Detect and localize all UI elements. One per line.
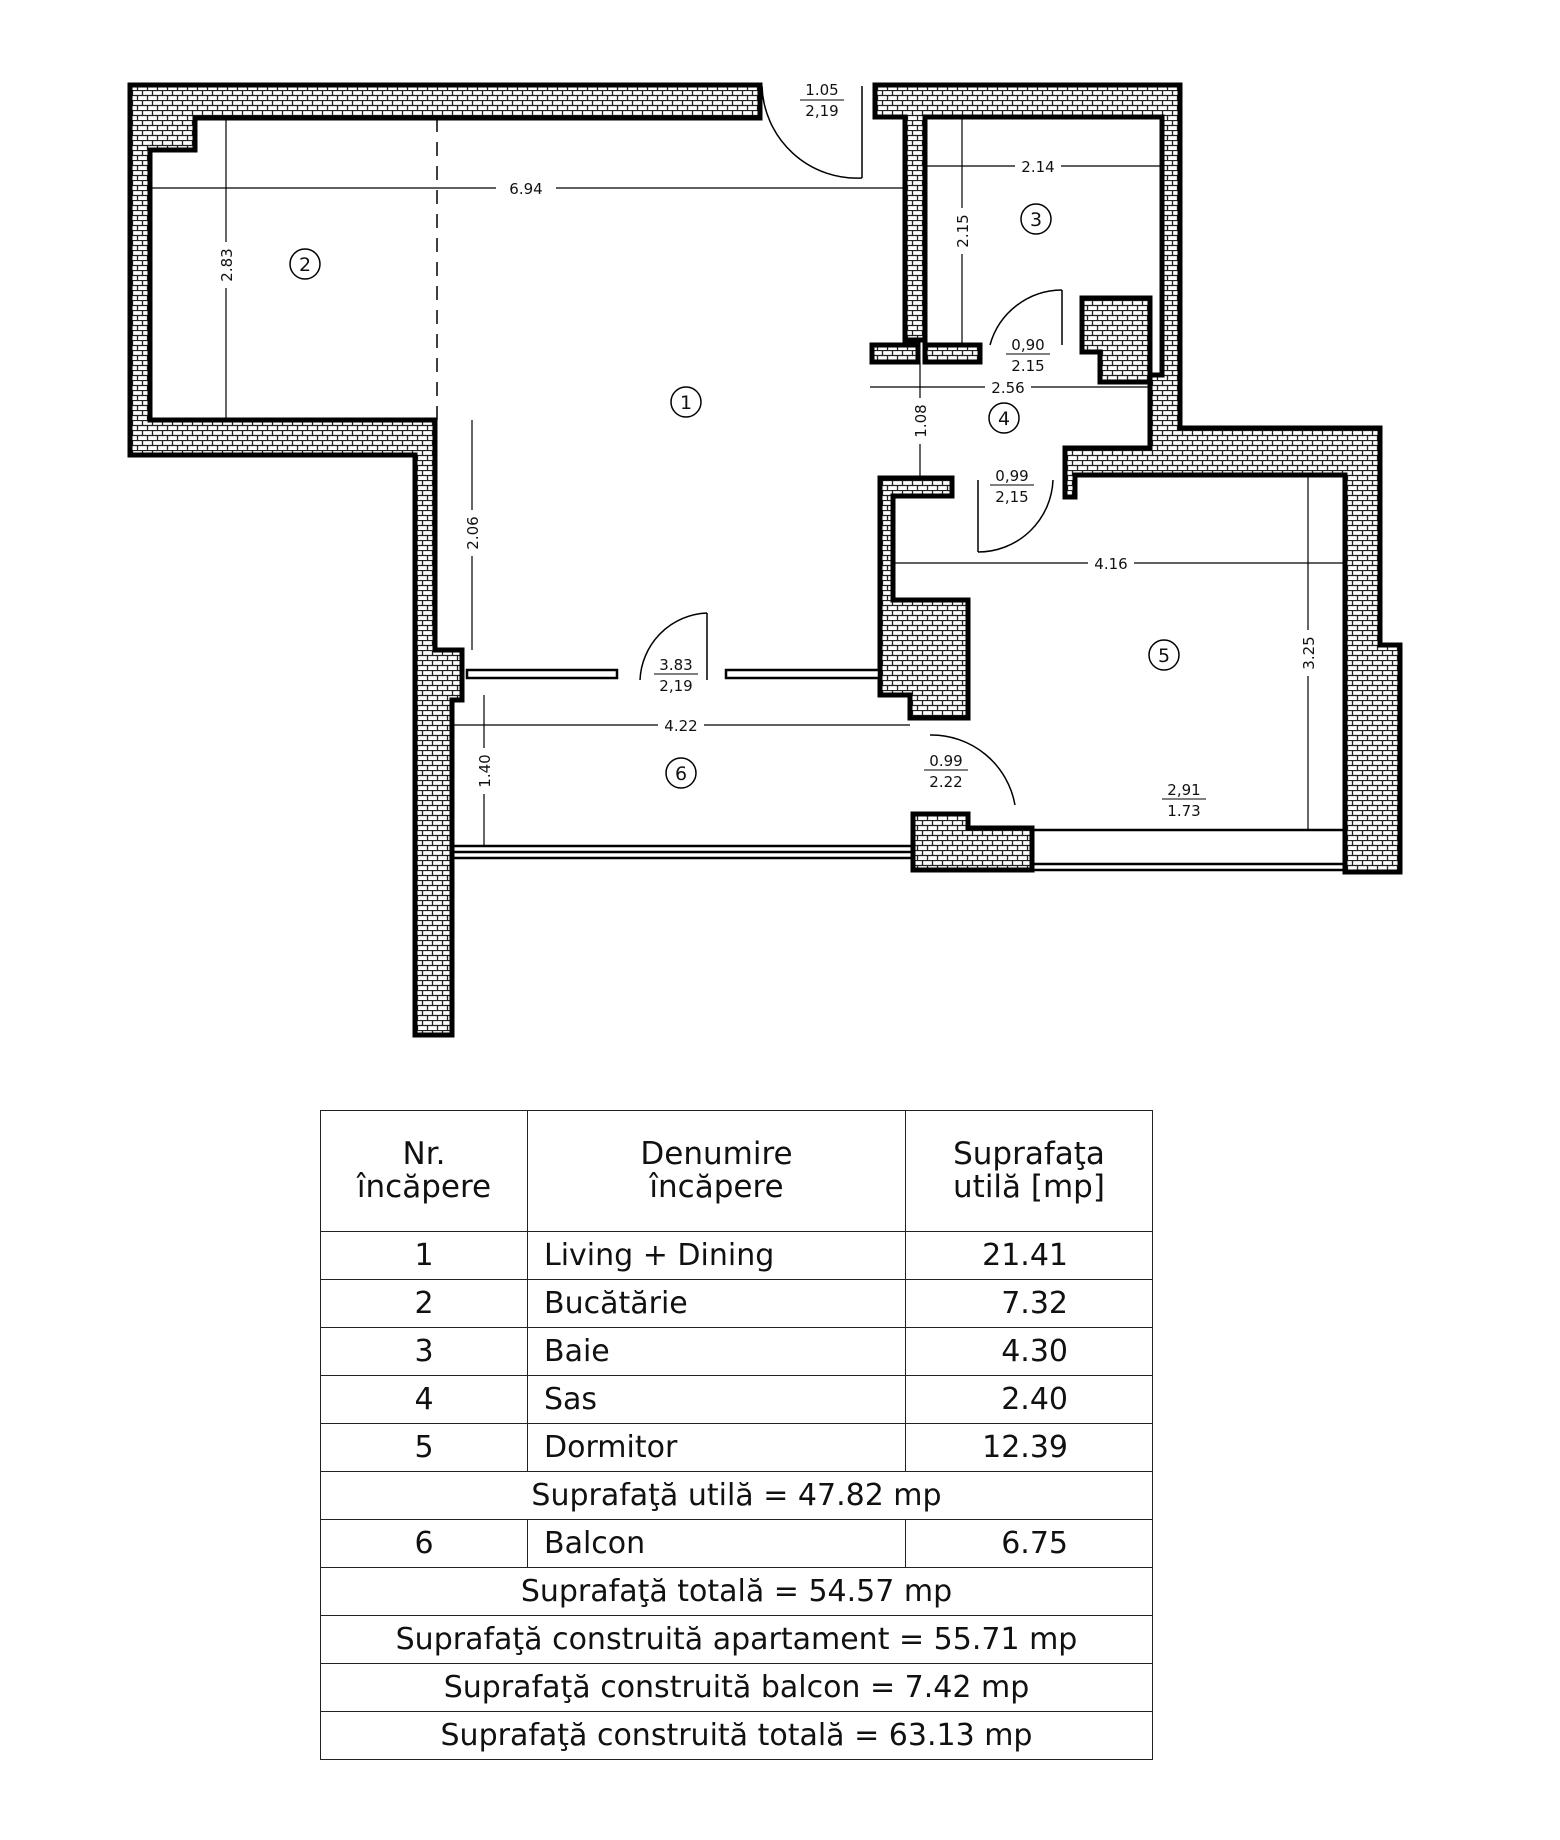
dim-2-06: 2.06 xyxy=(464,516,482,550)
table-row xyxy=(321,1328,1153,1376)
room-number-3: 3 xyxy=(1029,209,1043,231)
total-row xyxy=(321,1616,1153,1664)
util-total-row xyxy=(321,1472,1153,1520)
room-number-5: 5 xyxy=(1157,645,1171,667)
balcony-area: 6.75 xyxy=(906,1520,1153,1568)
dim-2-83: 2.83 xyxy=(218,248,236,282)
room-nr: 1 xyxy=(321,1232,528,1280)
room-nr: 3 xyxy=(321,1328,528,1376)
dim-1-08: 1.08 xyxy=(912,404,930,438)
header-area: Suprafaţa utilă [mp] xyxy=(906,1111,1153,1232)
door-3-width: 0,99 xyxy=(995,467,1029,485)
door-5-width: 0.99 xyxy=(929,752,963,770)
door-2-height: 2.15 xyxy=(1011,357,1045,375)
total-row xyxy=(321,1664,1153,1712)
balcony-name: Balcon xyxy=(528,1520,906,1568)
room-area: 12.39 xyxy=(906,1424,1153,1472)
total-area: Suprafaţă totală = 54.57 mp xyxy=(321,1568,1153,1616)
built-total-area: Suprafaţă construită totală = 63.13 mp xyxy=(321,1712,1153,1760)
room-name: Bucătărie xyxy=(528,1280,906,1328)
room-area: 7.32 xyxy=(906,1280,1153,1328)
dim-3-25: 3.25 xyxy=(1300,636,1318,670)
windows xyxy=(452,670,1345,870)
door-4-width: 3.83 xyxy=(659,656,693,674)
room-nr: 5 xyxy=(321,1424,528,1472)
dim-2-56: 2.56 xyxy=(991,379,1025,397)
built-balcony-area: Suprafaţă construită balcon = 7.42 mp xyxy=(321,1664,1153,1712)
header-name: Denumire încăpere xyxy=(528,1111,906,1232)
window-height: 1.73 xyxy=(1167,802,1201,820)
total-row xyxy=(321,1712,1153,1760)
room-number-4: 4 xyxy=(997,408,1011,430)
door-1-height: 2,19 xyxy=(805,102,839,120)
door-3-height: 2,15 xyxy=(995,488,1029,506)
table-row xyxy=(321,1376,1153,1424)
built-apartment-area: Suprafaţă construită apartament = 55.71 mp xyxy=(321,1616,1153,1664)
door-5-height: 2.22 xyxy=(929,773,963,791)
table-header-row xyxy=(321,1111,1153,1232)
room-area: 21.41 xyxy=(906,1232,1153,1280)
room-area: 4.30 xyxy=(906,1328,1153,1376)
table-row xyxy=(321,1424,1153,1472)
dim-1-40: 1.40 xyxy=(476,754,494,788)
dim-4-16: 4.16 xyxy=(1094,555,1128,573)
balcony-nr: 6 xyxy=(321,1520,528,1568)
table-row xyxy=(321,1280,1153,1328)
dim-6-94: 6.94 xyxy=(509,180,543,198)
door-4-height: 2,19 xyxy=(659,677,693,695)
room-number-2: 2 xyxy=(298,254,312,276)
door-swings xyxy=(640,86,1062,805)
room-nr: 2 xyxy=(321,1280,528,1328)
table-row xyxy=(321,1232,1153,1280)
room-area: 2.40 xyxy=(906,1376,1153,1424)
area-table xyxy=(320,1110,1153,1760)
room-name: Living + Dining xyxy=(528,1232,906,1280)
walls xyxy=(130,85,1400,1035)
room-number-1: 1 xyxy=(679,392,693,414)
table-row xyxy=(321,1520,1153,1568)
room-name: Baie xyxy=(528,1328,906,1376)
total-row xyxy=(321,1568,1153,1616)
room-name: Sas xyxy=(528,1376,906,1424)
dim-4-22: 4.22 xyxy=(664,717,698,735)
util-total: Suprafaţă utilă = 47.82 mp xyxy=(321,1472,1153,1520)
window-width: 2,91 xyxy=(1167,781,1201,799)
door-2-width: 0,90 xyxy=(1011,336,1045,354)
room-number-6: 6 xyxy=(674,763,688,785)
room-name: Dormitor xyxy=(528,1424,906,1472)
header-nr: Nr. încăpere xyxy=(321,1111,528,1232)
dim-2-14: 2.14 xyxy=(1021,158,1055,176)
door-1-width: 1.05 xyxy=(805,81,839,99)
dim-2-15: 2.15 xyxy=(954,214,972,248)
room-nr: 4 xyxy=(321,1376,528,1424)
